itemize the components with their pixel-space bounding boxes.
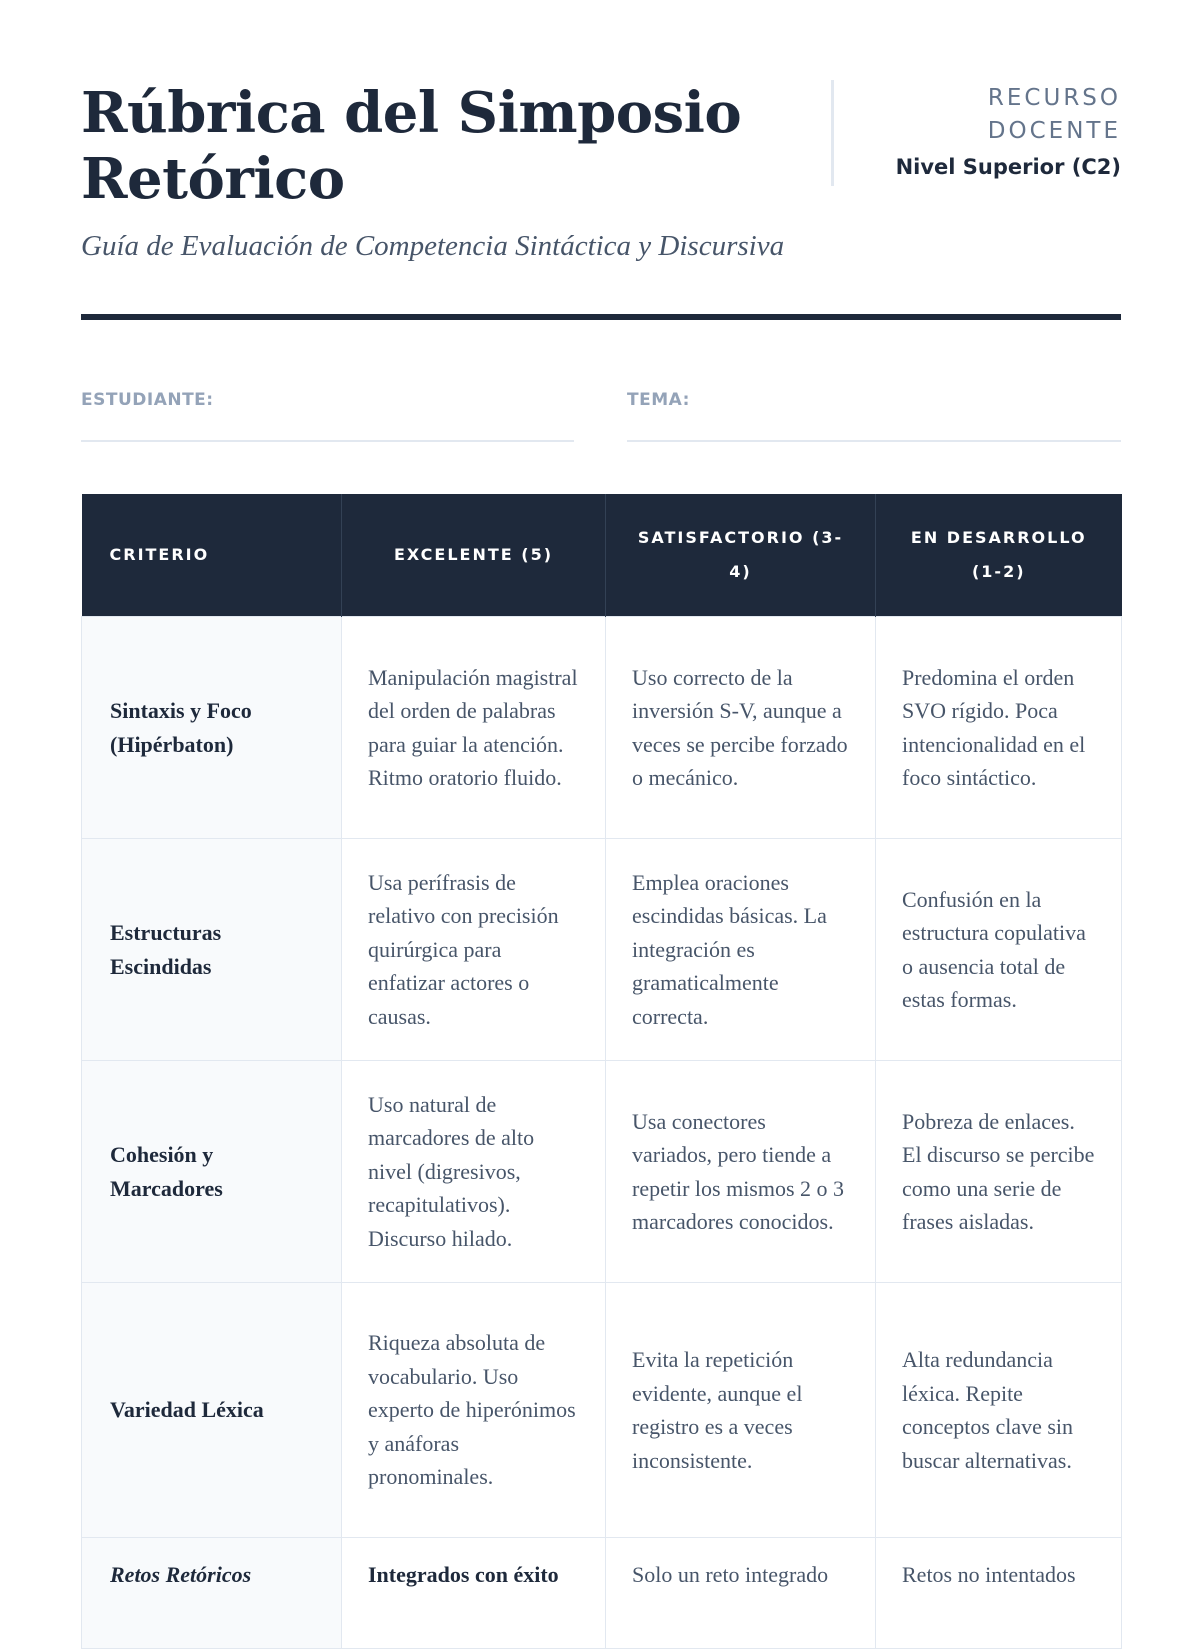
developing-cell: Pobreza de enlaces. El discurso se percibe como una serie de frases aisladas. xyxy=(876,1061,1122,1283)
criterion-cell: Retos Retóricos xyxy=(82,1538,342,1649)
developing-cell: Confusión en la estructura copulativa o ausencia total de estas formas. xyxy=(876,839,1122,1061)
criterion-cell: Cohesión y Marcadores xyxy=(82,1061,342,1283)
student-label: ESTUDIANTE: xyxy=(81,390,214,410)
satisfactory-cell: Emplea oraciones escindidas básicas. La integración es gramaticalmente correcta. xyxy=(606,839,876,1061)
table-row xyxy=(82,1538,1122,1649)
satisfactory-cell: Evita la repetición evidente, aunque el registro es a veces inconsistente. xyxy=(606,1283,876,1538)
table-row xyxy=(82,1061,1122,1283)
topic-field[interactable] xyxy=(627,390,1121,442)
developing-cell: Alta redundancia léxica. Repite conceptos clave sin buscar alternativas. xyxy=(876,1283,1122,1538)
document-header xyxy=(81,0,1121,322)
satisfactory-cell: Usa conectores variados, pero tiende a repetir los mismos 2 o 3 marcadores conocidos. xyxy=(606,1061,876,1283)
developing-cell: Predomina el orden SVO rígido. Poca intencionalidad en el foco sintáctico. xyxy=(876,617,1122,839)
table-header-row xyxy=(82,494,1122,617)
student-fields xyxy=(81,390,1121,442)
criterion-cell: Estructuras Escindidas xyxy=(82,839,342,1061)
column-header-criterion: CRITERIO xyxy=(82,494,342,617)
excellent-cell: Uso natural de marcadores de alto nivel (digresivos, recapitulativos). Discurso hilado. xyxy=(342,1061,606,1283)
column-header-satisfactory: SATISFACTORIO (3-4) xyxy=(606,494,876,617)
excellent-cell: Usa perífrasis de relativo con precisión quirúrgica para enfatizar actores o causas. xyxy=(342,839,606,1061)
excellent-cell: Riqueza absoluta de vocabulario. Uso experto de hiperónimos y anáforas pronominales. xyxy=(342,1283,606,1538)
header-divider xyxy=(831,80,834,186)
rubric-page xyxy=(81,0,1121,1587)
criterion-cell: Sintaxis y Foco (Hipérbaton) xyxy=(82,617,342,839)
resource-info xyxy=(896,82,1121,179)
table-row xyxy=(82,839,1122,1061)
resource-level: Nivel Superior (C2) xyxy=(895,155,1121,179)
excellent-cell: Integrados con éxito xyxy=(342,1538,606,1649)
column-header-excellent: EXCELENTE (5) xyxy=(342,494,606,617)
document-subtitle: Guía de Evaluación de Competencia Sintáctica y Discursiva xyxy=(81,230,785,262)
student-field[interactable] xyxy=(81,390,574,442)
excellent-cell: Manipulación magistral del orden de palabras para guiar la atención. Ritmo oratorio fluido. xyxy=(342,617,606,839)
rubric-table xyxy=(81,494,1122,1649)
column-header-developing: EN DESARROLLO (1-2) xyxy=(876,494,1122,617)
table-row xyxy=(82,617,1122,839)
resource-label: RECURSO DOCENTE xyxy=(987,85,1121,144)
developing-cell: Retos no intentados xyxy=(876,1538,1122,1649)
criterion-cell: Variedad Léxica xyxy=(82,1283,342,1538)
satisfactory-cell: Solo un reto integrado xyxy=(606,1538,876,1649)
table-row xyxy=(82,1283,1122,1538)
satisfactory-cell: Uso correcto de la inversión S-V, aunque a veces se percibe forzado o mecánico. xyxy=(606,617,876,839)
topic-label: TEMA: xyxy=(627,390,690,410)
header-rule xyxy=(81,314,1121,320)
document-title: Rúbrica del Simposio Retórico xyxy=(81,80,742,212)
